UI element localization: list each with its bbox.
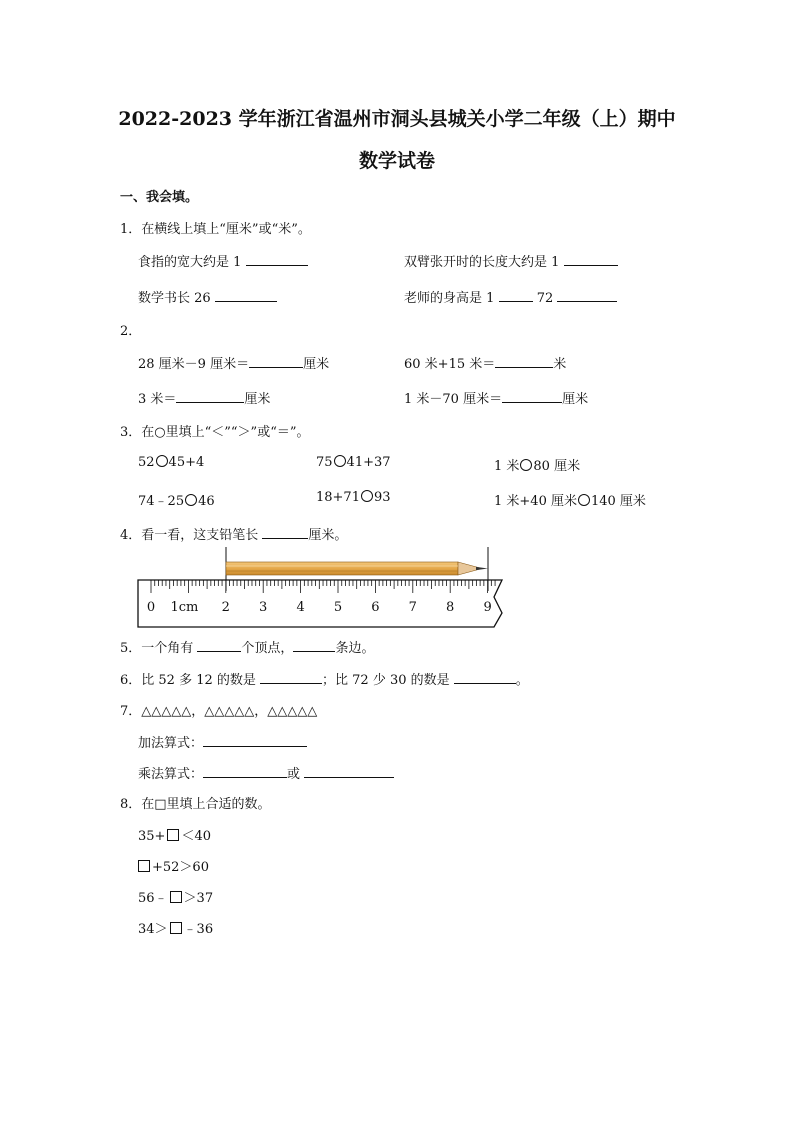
q7-prompt: 7．△△△△△，△△△△△，△△△△△ <box>120 704 318 719</box>
q3-expr-left: 75 <box>316 455 333 470</box>
q6-text-2: ；比 72 少 30 的数是 <box>322 673 450 688</box>
answer-blank[interactable] <box>499 287 533 302</box>
q3-expr-left: 18+71 <box>316 490 360 505</box>
ruler-label: 6 <box>371 600 380 615</box>
q8-text: ﹣36 <box>183 922 214 937</box>
section-heading: 一、我会填。 <box>120 190 199 205</box>
q5-text-3: 条边。 <box>335 641 375 656</box>
compare-circle[interactable] <box>578 494 590 506</box>
q4-prompt <box>120 524 347 543</box>
ruler-label: 9 <box>483 600 492 615</box>
ruler-label: 1cm <box>170 600 199 615</box>
ruler-label: 4 <box>296 600 305 615</box>
q8-line-4 <box>138 918 213 937</box>
q2-item-b-left <box>138 388 270 407</box>
q1-item-a-left <box>138 251 308 270</box>
q2-b-right-text-2: 厘米 <box>562 392 589 407</box>
q3-expr-right: 45+4 <box>168 455 205 470</box>
q4-prompt-text-2: 厘米。 <box>308 528 348 543</box>
q1-item-b-right <box>404 287 617 306</box>
answer-box[interactable] <box>170 922 182 934</box>
page-subtitle: 数学试卷 <box>358 150 435 172</box>
q3-r2c2 <box>316 490 391 505</box>
q2-item-a-right <box>404 353 566 372</box>
q3-expr-left: 74﹣25 <box>138 494 185 509</box>
compare-circle[interactable] <box>156 455 168 467</box>
q8-text: +52＞60 <box>152 860 209 875</box>
q7-add-label: 加法算式： <box>138 736 204 751</box>
compare-circle[interactable] <box>520 459 532 471</box>
q2-b-left-text-1: 3 米＝ <box>138 392 177 407</box>
q3-expr-right: 41+37 <box>346 455 391 470</box>
ruler-figure <box>130 545 515 635</box>
answer-blank[interactable] <box>215 287 277 302</box>
q1-a-right-text: 双臂张开时的长度大约是 1 <box>404 255 560 270</box>
ruler-label: 0 <box>146 600 156 615</box>
q2-b-right-text-1: 1 米－70 厘米＝ <box>404 392 503 407</box>
q3-r1c2 <box>316 455 391 470</box>
q3-r2c3 <box>494 490 646 509</box>
answer-blank[interactable] <box>246 251 308 266</box>
answer-blank[interactable] <box>293 637 335 652</box>
q3-expr-right: 140 厘米 <box>590 494 646 509</box>
answer-blank[interactable] <box>249 353 303 368</box>
q6-text-1: 6．比 52 多 12 的数是 <box>120 673 256 688</box>
q2-item-b-right <box>404 388 588 407</box>
q6-line <box>120 669 529 688</box>
q2-number: 2． <box>120 324 142 339</box>
q3-r2c1 <box>138 490 215 509</box>
answer-box[interactable] <box>170 891 182 903</box>
answer-box[interactable] <box>138 860 150 872</box>
ruler-label: 7 <box>408 600 417 615</box>
q1-b-right-text-1: 老师的身高是 1 <box>404 291 495 306</box>
q7-mul-label: 乘法算式： <box>138 767 204 782</box>
answer-blank[interactable] <box>203 763 287 778</box>
q7-multiplication <box>138 763 394 782</box>
answer-blank[interactable] <box>197 637 241 652</box>
q8-text: 35+ <box>138 829 166 844</box>
q3-expr-left: 52 <box>138 455 155 470</box>
answer-blank[interactable] <box>262 524 308 539</box>
q2-item-a-left <box>138 353 329 372</box>
answer-blank[interactable] <box>495 353 553 368</box>
q7-or: 或 <box>287 767 301 782</box>
q2-a-left-text-2: 厘米 <box>303 357 330 372</box>
q8-text: ＜40 <box>181 829 211 844</box>
q1-b-right-text-2: 72 <box>536 291 554 306</box>
ruler-label: 3 <box>259 600 268 615</box>
q1-a-left-text: 食指的宽大约是 1 <box>138 255 242 270</box>
q8-text: 56﹣ <box>138 891 168 906</box>
compare-circle[interactable] <box>361 490 373 502</box>
answer-blank[interactable] <box>176 388 244 403</box>
q8-text: 34＞ <box>138 922 168 937</box>
q5-text-2: 个顶点， <box>241 641 294 656</box>
answer-box[interactable] <box>167 829 179 841</box>
page-title: 2022-2023 学年浙江省温州市洞头县城关小学二年级（上）期中 <box>118 108 676 130</box>
answer-blank[interactable] <box>304 763 394 778</box>
q3-expr-right: 93 <box>373 490 391 505</box>
q1-b-left-text: 数学书长 26 <box>138 291 211 306</box>
answer-blank[interactable] <box>203 732 307 747</box>
q3-expr-left: 1 米 <box>494 459 520 474</box>
ruler-label: 2 <box>221 600 230 615</box>
q3-prompt: 3．在○里填上“＜”“＞”或“＝”。 <box>120 425 310 440</box>
q5-line <box>120 637 374 656</box>
compare-circle[interactable] <box>185 494 197 506</box>
q3-r1c3 <box>494 455 580 474</box>
q3-r1c1 <box>138 455 204 470</box>
q8-line-2 <box>138 856 209 875</box>
q3-expr-right: 46 <box>198 494 215 509</box>
q7-addition <box>138 732 307 751</box>
q1-item-b-left <box>138 287 277 306</box>
q1-prompt: 1．在横线上填上“厘米”或“米”。 <box>120 222 311 237</box>
q2-b-left-text-2: 厘米 <box>244 392 271 407</box>
q3-expr-left: 1 米+40 厘米 <box>494 494 577 509</box>
q4-prompt-text-1: 4．看一看，这支铅笔长 <box>120 528 259 543</box>
q8-line-3 <box>138 887 213 906</box>
pencil-image <box>226 562 488 575</box>
q5-text-1: 5．一个角有 <box>120 641 194 656</box>
q2-a-right-text-1: 60 米+15 米＝ <box>404 357 496 372</box>
ruler-label: 5 <box>333 600 343 615</box>
q6-text-3: 。 <box>515 673 529 688</box>
answer-blank[interactable] <box>502 388 562 403</box>
q1-item-a-right <box>404 251 618 270</box>
answer-blank[interactable] <box>454 669 516 684</box>
ruler-label: 8 <box>446 600 455 615</box>
q8-line-1 <box>138 825 211 844</box>
q8-prompt: 8．在□里填上合适的数。 <box>120 797 271 812</box>
q2-a-left-text-1: 28 厘米－9 厘米＝ <box>138 357 250 372</box>
answer-blank[interactable] <box>564 251 618 266</box>
answer-blank[interactable] <box>557 287 617 302</box>
q3-expr-right: 80 厘米 <box>533 459 581 474</box>
q2-a-right-text-2: 米 <box>553 357 567 372</box>
compare-circle[interactable] <box>334 455 346 467</box>
answer-blank[interactable] <box>260 669 322 684</box>
q8-text: ＞37 <box>183 891 214 906</box>
